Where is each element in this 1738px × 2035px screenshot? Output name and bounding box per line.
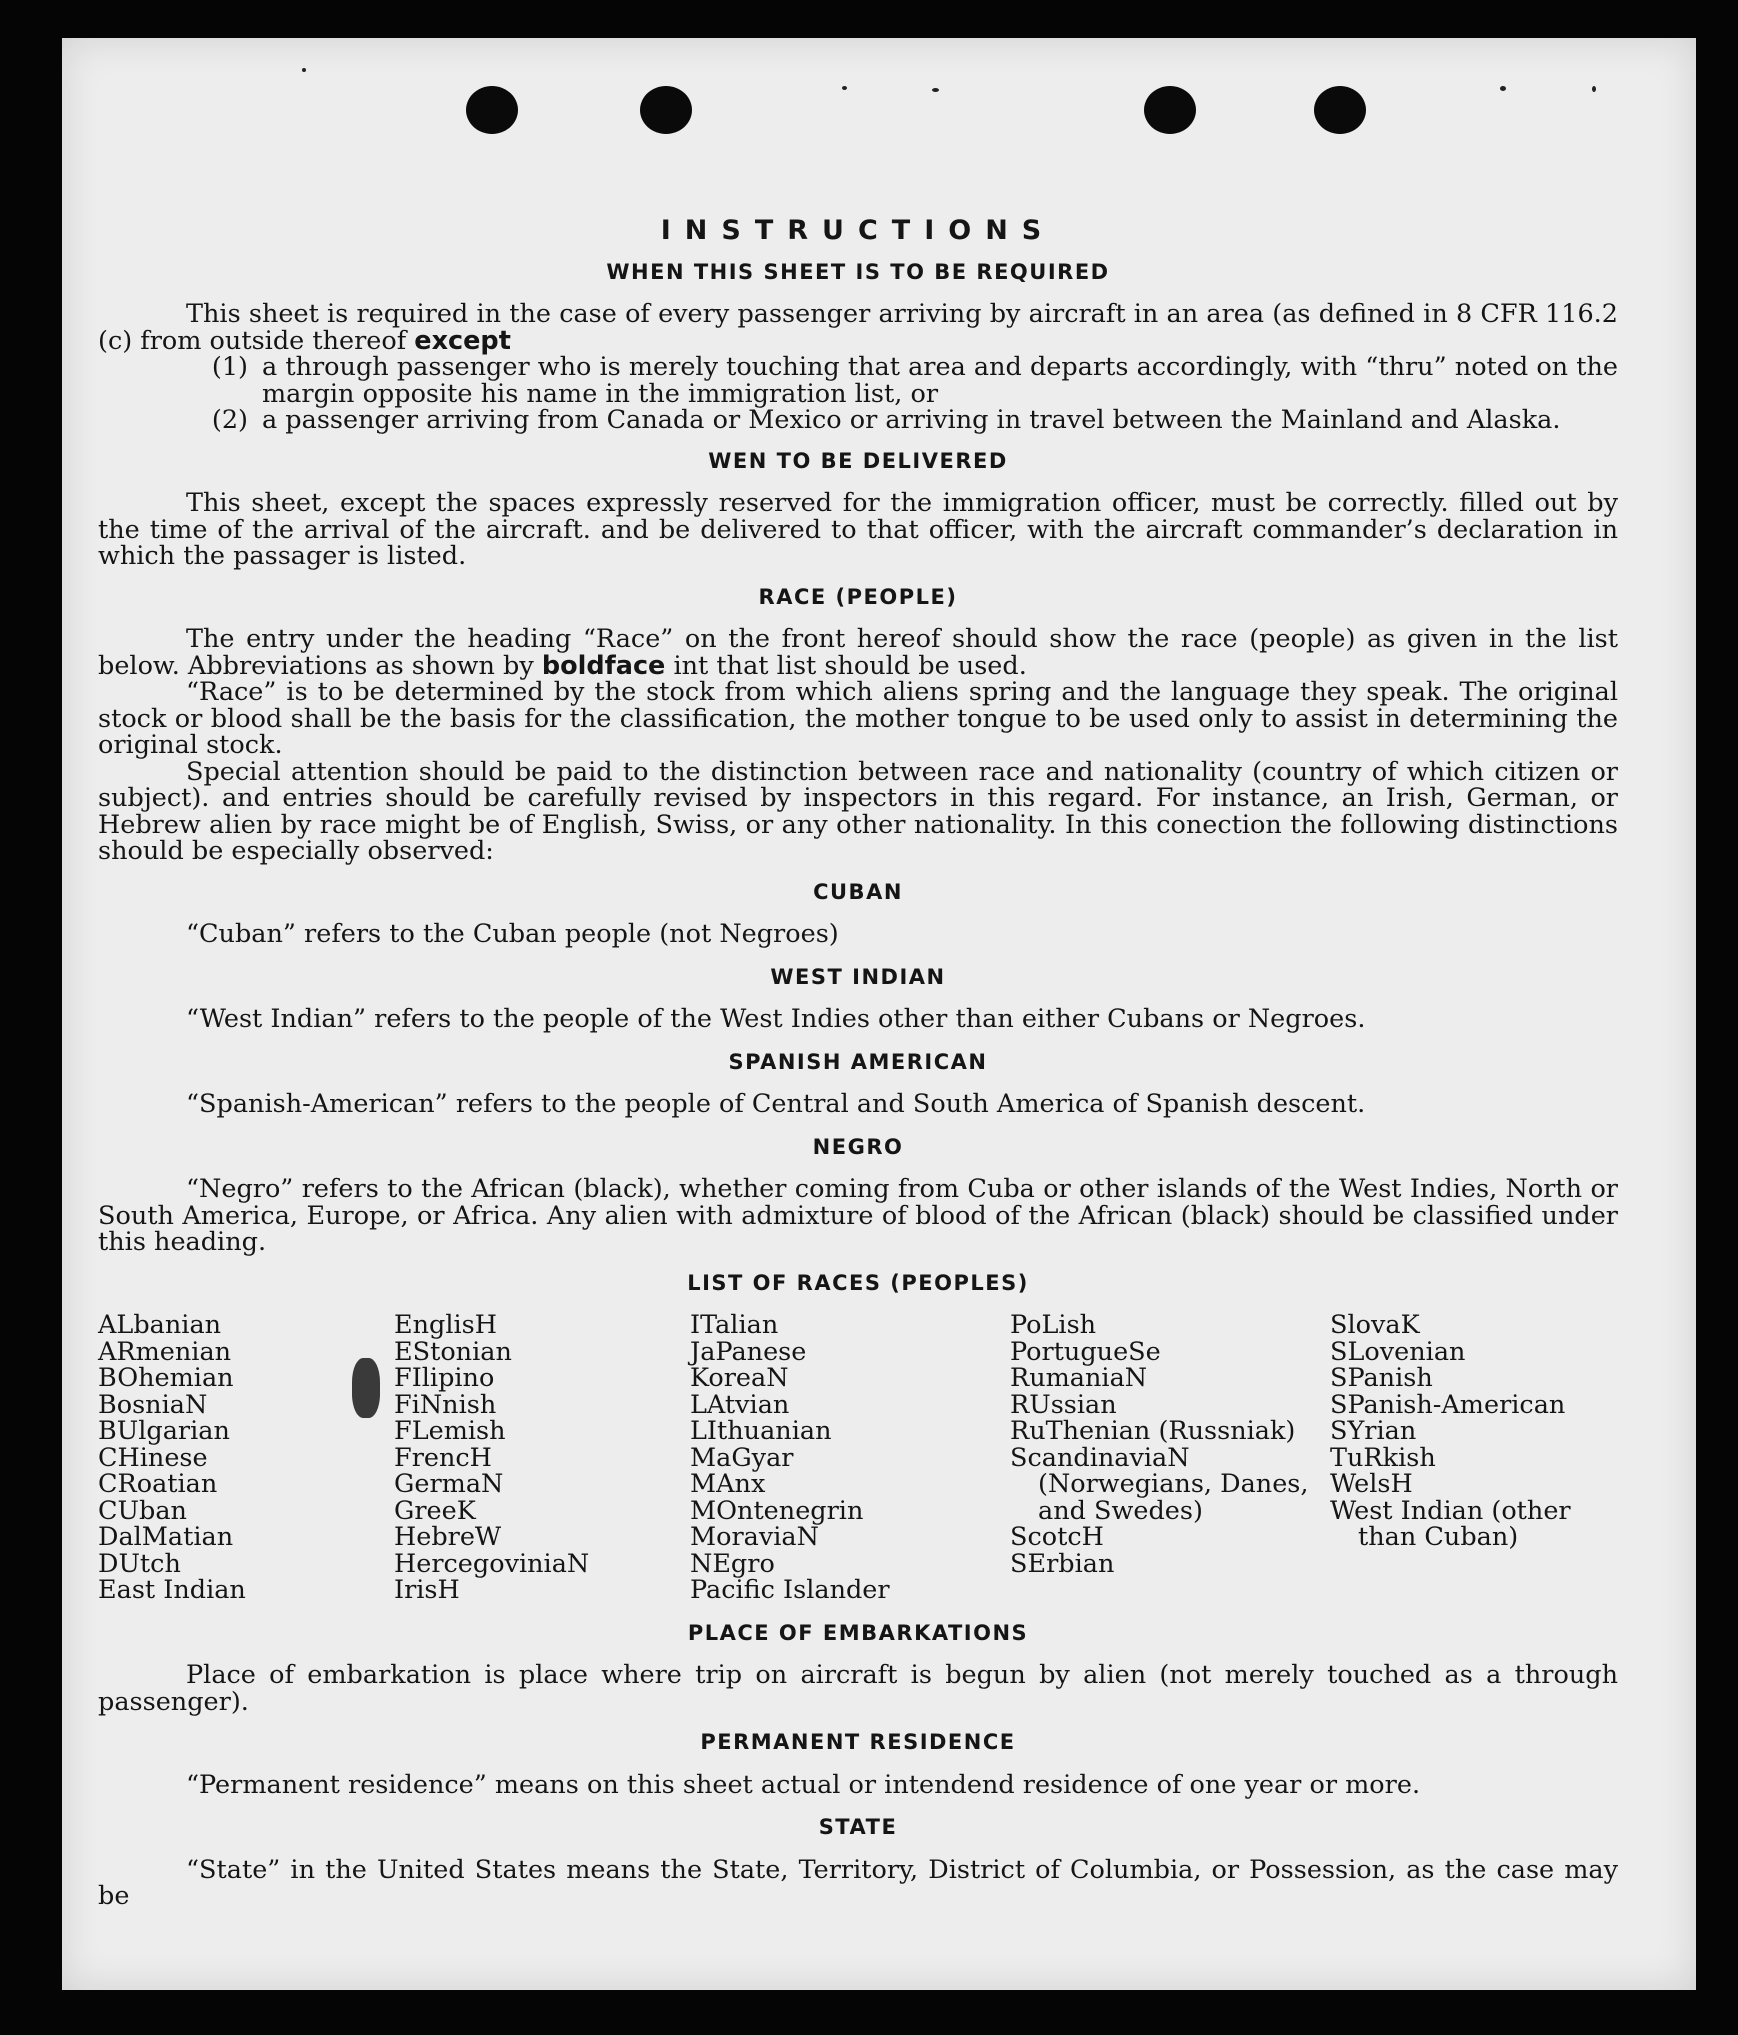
punch-hole (466, 86, 518, 134)
race-entry: ScandinaviaN (Norwegians, Danes, and Swedes) (1010, 1442, 1309, 1526)
item-number: (2) (211, 405, 248, 435)
race-entry: FrencH (394, 1442, 492, 1473)
races-column (1010, 1312, 1330, 1604)
document-page (62, 38, 1696, 1990)
race-entry: RUssian (1010, 1389, 1117, 1420)
race-entry: CHinese (98, 1442, 208, 1473)
race-p1-bold: boldface (541, 650, 666, 681)
race-entry: SErbian (1010, 1548, 1115, 1579)
item-text: a through passenger who is merely touching that area and departs accordingly, with “thru” noted on the margin opposite his name in the immigration list, or (262, 352, 1618, 409)
race-entry: SLovenian (1330, 1336, 1466, 1367)
heading-state: STATE (818, 1815, 898, 1839)
race-entry: WelsH (1330, 1469, 1413, 1499)
permanent-residence-text: “Permanent residence” means on this sheet actual or intendend residence of one year or more. (186, 1769, 1421, 1800)
race-entry: JaPanese (690, 1336, 807, 1367)
heading-race: RACE (PEOPLE) (758, 584, 958, 609)
list-item (98, 407, 1618, 434)
race-entry: DalMatian (98, 1522, 234, 1552)
race-entry: ScotcH (1010, 1522, 1104, 1552)
race-entry: BOhemian (98, 1363, 234, 1393)
race-entry: CRoatian (98, 1469, 218, 1499)
races-table (98, 1312, 1618, 1604)
race-entry: NEgro (690, 1548, 775, 1579)
race-entry: PortugueSe (1010, 1336, 1161, 1367)
race-entry: TuRkish (1330, 1442, 1436, 1473)
race-entry: Pacific Islander (690, 1575, 890, 1605)
race-entry: LIthuanian (690, 1416, 832, 1446)
when-delivered-text: This sheet, except the spaces expressly reserved for the immigration officer, must be correctly. filled out by the time of the arrival of the aircraft. and be delivered to that officer, with the aircraft commander’s declaration in which the passager is listed. (98, 488, 1618, 571)
race-entry: DUtch (98, 1548, 181, 1579)
when-required-intro (98, 301, 1618, 354)
race-paragraph-1 (98, 626, 1618, 679)
heading-when-delivered: WEN TO BE DELIVERED (708, 448, 1008, 473)
heading-spanish-american: SPANISH AMERICAN (728, 1049, 988, 1074)
races-column (690, 1312, 1010, 1604)
intro-text: This sheet is required in the case of every passenger arriving by aircraft in an area (as defined in 8 CFR 116.2 (c) from outside thereof (98, 299, 1618, 356)
race-paragraph-3: Special attention should be paid to the distinction between race and nationality (country of which citizen or subject). and entries should be carefully revised by inspectors in this regard. For instance, an Irish, German, or Hebrew alien by race might be of English, Swiss, or any other nationality. In this conection the following distinctions should be especially observed: (98, 756, 1618, 866)
list-item (98, 354, 1618, 407)
intro-bold: except (414, 325, 511, 356)
item-text: a passenger arriving from Canada or Mexico or arriving in travel between the Mainland and Alaska. (262, 405, 1561, 435)
heading-embarkation: PLACE OF EMBARKATIONS (687, 1620, 1029, 1645)
race-entry: CUban (98, 1495, 187, 1526)
heading-when-required: WHEN THIS SHEET IS TO BE REQUIRED (606, 259, 1110, 284)
race-entry: EStonian (394, 1336, 512, 1367)
race-entry: MOntenegrin (690, 1495, 864, 1526)
race-entry: FIlipino (394, 1363, 495, 1393)
race-paragraph-2: “Race” is to be determined by the stock from which aliens spring and the language they speak. The original stock or blood shall be the basis for the classification, the mother tongue to be used only to assist in determining the original stock. (98, 677, 1618, 760)
race-entry: ALbanian (98, 1310, 222, 1340)
race-entry: GermaN (394, 1469, 504, 1499)
heading-permanent-residence: PERMANENT RESIDENCE (700, 1730, 1016, 1754)
race-entry: West Indian (other than Cuban) (1330, 1495, 1571, 1552)
race-entry: PoLish (1010, 1310, 1097, 1340)
race-entry: East Indian (98, 1575, 246, 1605)
item-number: (1) (211, 352, 248, 382)
race-entry: RuThenian (Russniak) (1010, 1416, 1296, 1446)
race-entry: FLemish (394, 1416, 506, 1446)
heading-cuban: CUBAN (813, 879, 903, 904)
race-entry: ITalian (690, 1310, 779, 1340)
heading-west-indian: WEST INDIAN (770, 964, 946, 989)
race-entry: RumaniaN (1010, 1363, 1148, 1393)
speck (932, 88, 939, 92)
embarkation-text: Place of embarkation is place where trip on aircraft is begun by alien (not merely touched as a through passenger). (98, 1660, 1618, 1717)
state-text: “State” in the United States means the State, Territory, District of Columbia, or Possession, as the case may be (98, 1854, 1618, 1911)
heading-list-of-races: LIST OF RACES (PEOPLES) (687, 1270, 1029, 1295)
spanish-american-text: “Spanish-American” refers to the people of Central and South America of Spanish descent. (186, 1089, 1366, 1119)
races-column (1330, 1312, 1618, 1604)
heading-negro: NEGRO (812, 1134, 904, 1159)
speck (842, 86, 847, 90)
races-column (394, 1312, 690, 1604)
race-entry: SPanish-American (1330, 1389, 1566, 1420)
race-entry: LAtvian (690, 1389, 790, 1420)
race-entry: EnglisH (394, 1310, 497, 1340)
race-entry: SPanish (1330, 1363, 1433, 1393)
race-entry: HercegoviniaN (394, 1548, 590, 1579)
race-entry: KoreaN (690, 1363, 789, 1393)
race-entry: MoraviaN (690, 1522, 819, 1552)
document-body (98, 178, 1618, 1910)
race-entry: SlovaK (1330, 1310, 1420, 1340)
race-entry: FiNnish (394, 1389, 497, 1420)
race-entry: BUlgarian (98, 1416, 230, 1446)
punch-hole (640, 86, 692, 134)
race-entry: MaGyar (690, 1442, 794, 1473)
race-p1-end: int that list should be used. (673, 650, 1027, 681)
race-entry: ARmenian (98, 1336, 232, 1367)
speck (302, 68, 306, 72)
page-title: INSTRUCTIONS (660, 215, 1056, 246)
speck (1592, 86, 1596, 92)
races-column (98, 1312, 394, 1604)
punch-hole (1144, 86, 1196, 134)
race-entry: HebreW (394, 1522, 502, 1552)
race-p1-start: The entry under the heading “Race” on the front hereof should show the race (people) as given in the list below. Abbreviations as shown by (98, 624, 1618, 681)
negro-text: “Negro” refers to the African (black), whether coming from Cuba or other islands of the West Indies, North or South America, Europe, or Africa. Any alien with admixture of blood of the African (black) should be classified under this heading. (98, 1174, 1618, 1257)
west-indian-text: “West Indian” refers to the people of the West Indies other than either Cubans or Negroes. (186, 1004, 1366, 1034)
cuban-text: “Cuban” refers to the Cuban people (not Negroes) (186, 919, 839, 949)
race-entry: MAnx (690, 1469, 766, 1499)
race-entry: BosniaN (98, 1389, 208, 1420)
punch-hole (1314, 86, 1366, 134)
race-entry: GreeK (394, 1495, 476, 1526)
race-entry: IrisH (394, 1575, 460, 1605)
race-entry: SYrian (1330, 1416, 1417, 1446)
speck (1500, 86, 1506, 91)
